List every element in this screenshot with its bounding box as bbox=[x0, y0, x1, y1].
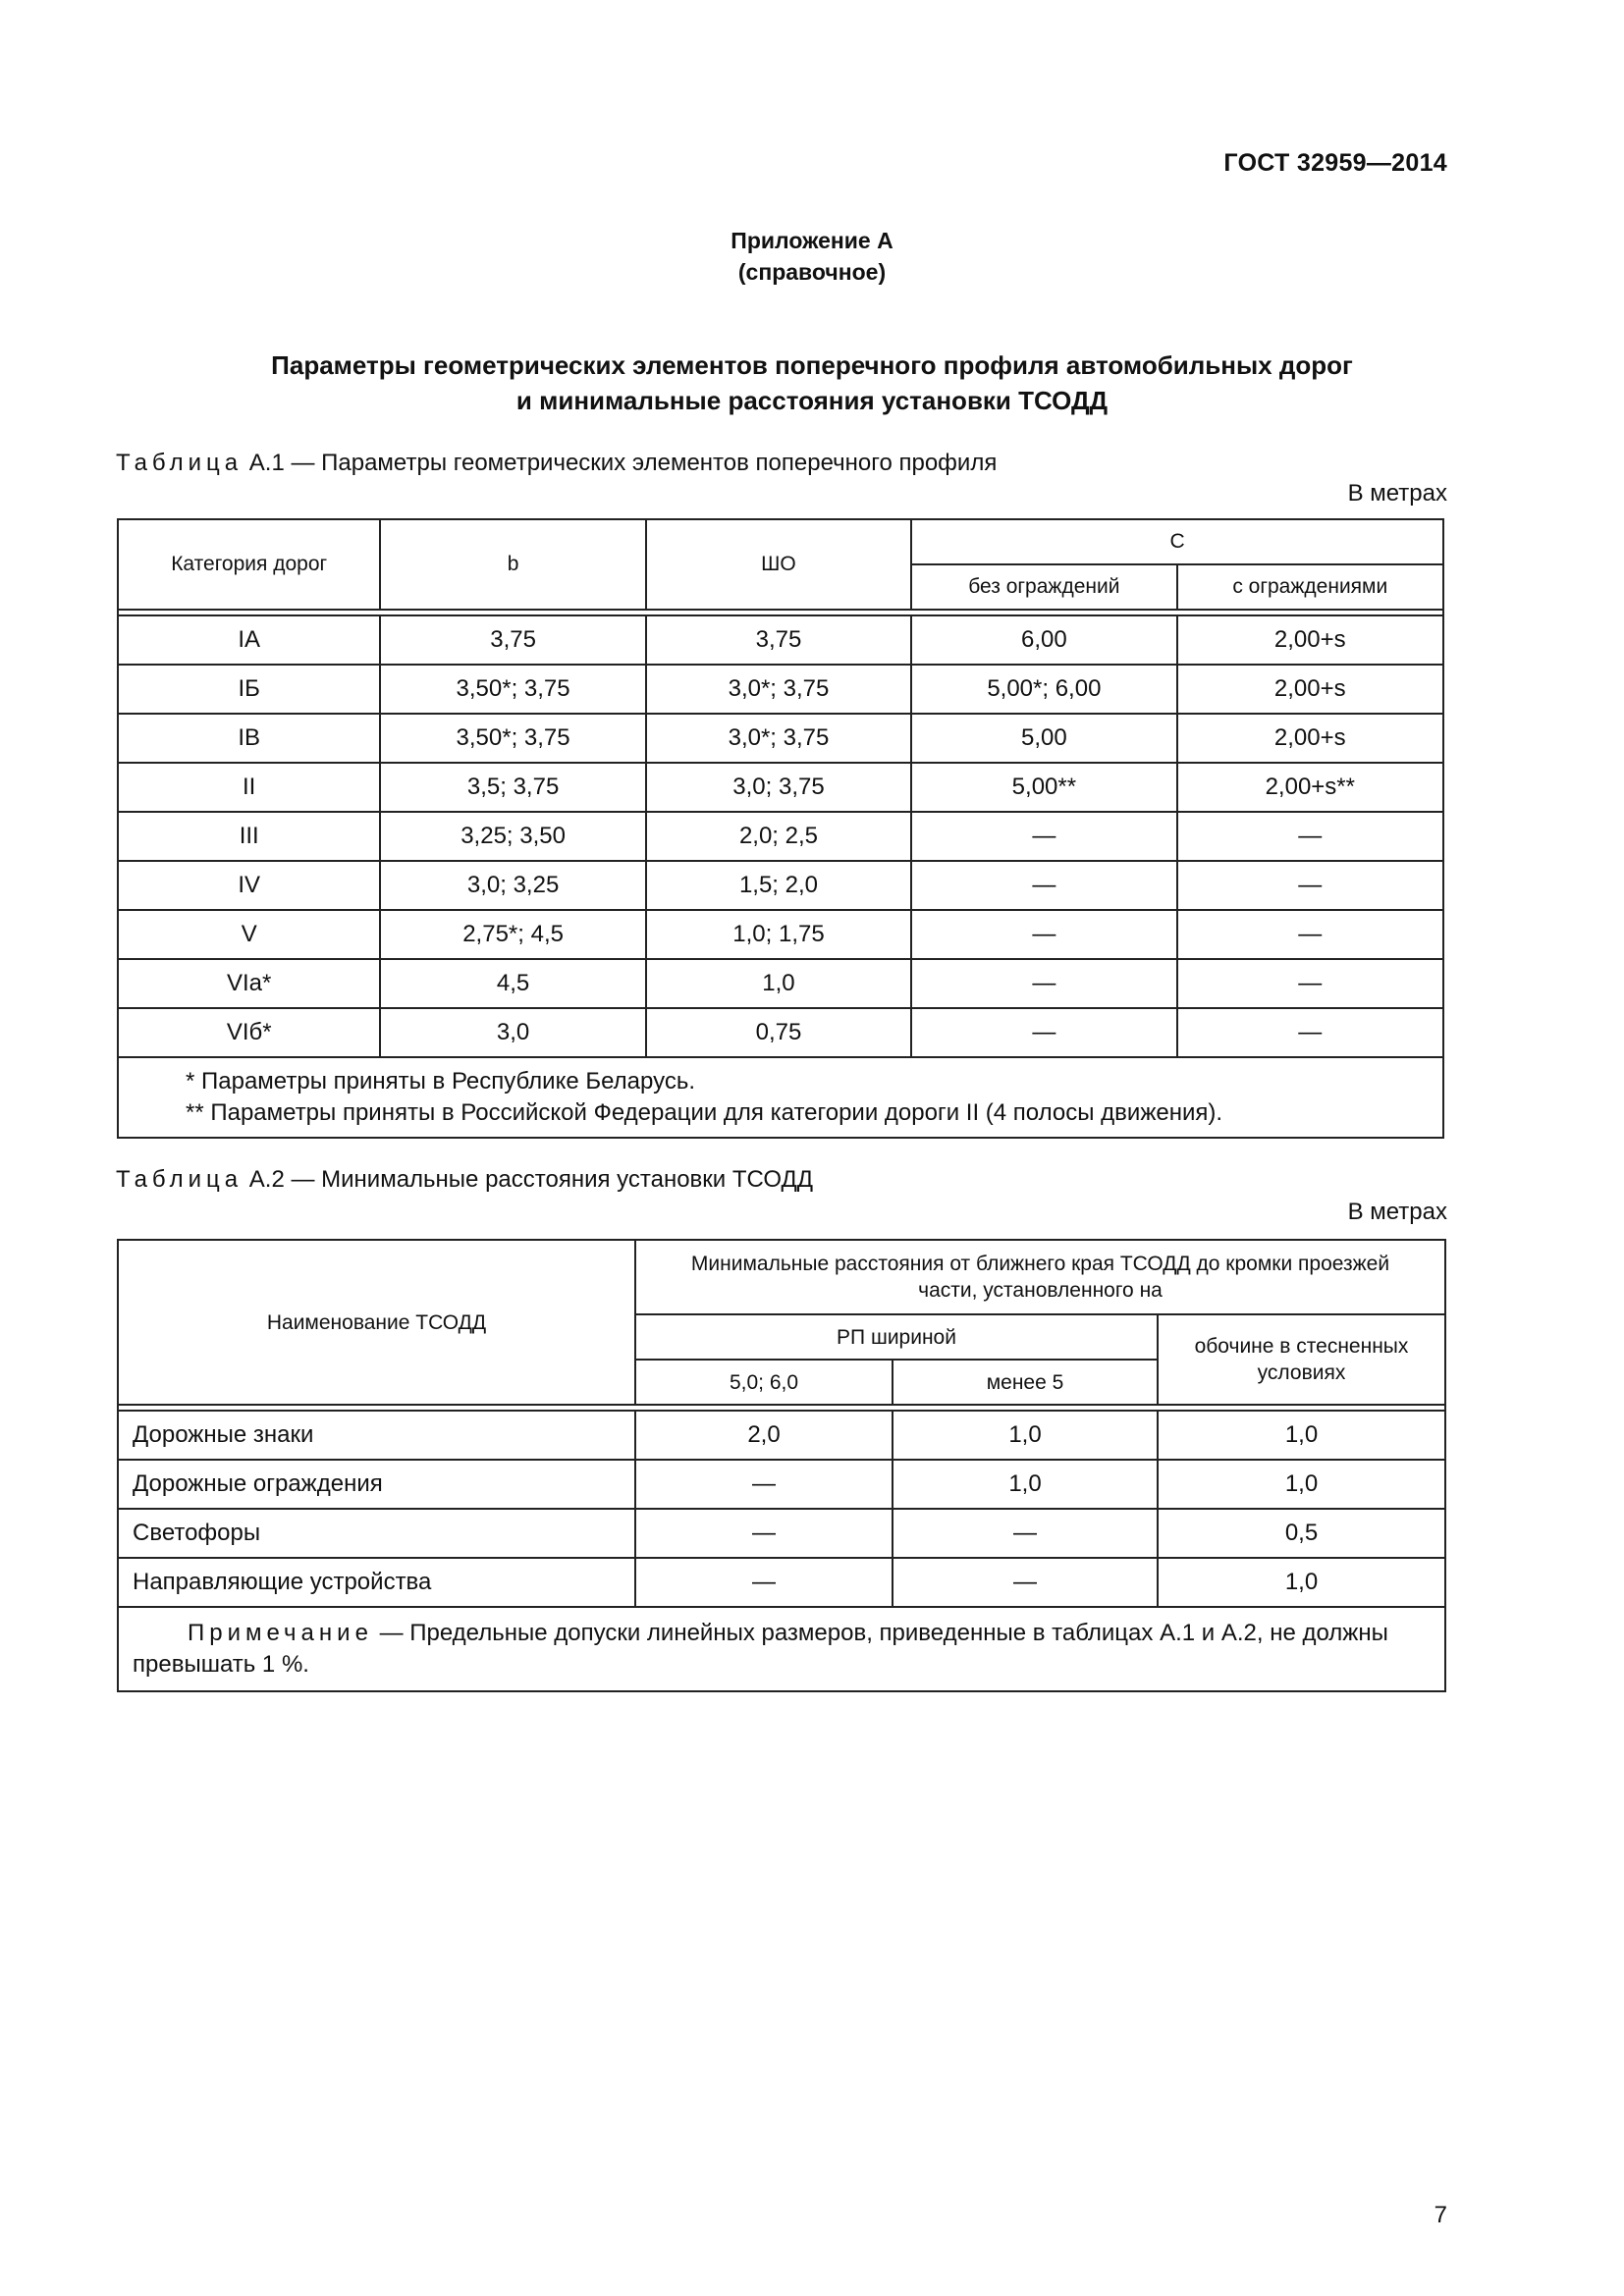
cell-b: 3,75 bbox=[380, 615, 645, 665]
cell-category: IА bbox=[118, 615, 380, 665]
cell-rp-50-60: 2,0 bbox=[635, 1411, 893, 1460]
cell-sho: 1,5; 2,0 bbox=[646, 861, 911, 910]
table-row bbox=[118, 861, 1443, 910]
cell-c-without: — bbox=[911, 959, 1176, 1008]
cell-c-without: 5,00 bbox=[911, 714, 1176, 763]
table-row bbox=[118, 812, 1443, 861]
footnote-belarus: * Параметры приняты в Республике Беларусь. bbox=[186, 1068, 695, 1095]
cell-shoulder: 0,5 bbox=[1158, 1509, 1445, 1558]
header-rp-less5: менее 5 bbox=[893, 1360, 1158, 1405]
table2-caption-text: А.2 — Минимальные расстояния установки ТСОДД bbox=[243, 1166, 813, 1193]
cell-b: 3,0 bbox=[380, 1008, 645, 1057]
annex-title: Приложение А bbox=[731, 228, 893, 253]
cell-c-with: 2,00+s bbox=[1177, 665, 1443, 714]
table2-caption-label: Таблица bbox=[116, 1166, 244, 1193]
cell-tsodd-name: Дорожные знаки bbox=[118, 1411, 635, 1460]
cell-c-with: 2,00+s** bbox=[1177, 763, 1443, 812]
cell-category: IV bbox=[118, 861, 380, 910]
annex-subtitle: (справочное) bbox=[737, 259, 887, 285]
cell-shoulder: 1,0 bbox=[1158, 1460, 1445, 1509]
cell-rp-50-60: — bbox=[635, 1509, 893, 1558]
cell-b: 3,50*; 3,75 bbox=[380, 665, 645, 714]
page-number: 7 bbox=[1434, 2202, 1447, 2228]
cell-b: 3,50*; 3,75 bbox=[380, 714, 645, 763]
header-b: b bbox=[380, 519, 645, 610]
table-row bbox=[118, 763, 1443, 812]
header-c: C bbox=[911, 519, 1443, 564]
cell-b: 3,0; 3,25 bbox=[380, 861, 645, 910]
cell-rp-less5: — bbox=[893, 1509, 1158, 1558]
cell-c-without: — bbox=[911, 861, 1176, 910]
cell-c-without: — bbox=[911, 812, 1176, 861]
cell-c-without: — bbox=[911, 1008, 1176, 1057]
cell-b: 2,75*; 4,5 bbox=[380, 910, 645, 959]
header-shoulder: обочине в стесненных условиях bbox=[1158, 1314, 1445, 1405]
cell-c-without: 6,00 bbox=[911, 615, 1176, 665]
cell-b: 4,5 bbox=[380, 959, 645, 1008]
cell-shoulder: 1,0 bbox=[1158, 1411, 1445, 1460]
header-c-with: с ограждениями bbox=[1177, 564, 1443, 610]
note-text: — Предельные допуски линейных размеров, приведенные в таблицах А.1 и А.2, не должны превышать 1 %. bbox=[133, 1620, 1388, 1678]
cell-category: VIб* bbox=[118, 1008, 380, 1057]
cell-category: VIа* bbox=[118, 959, 380, 1008]
header-c-without: без ограждений bbox=[911, 564, 1176, 610]
cell-b: 3,5; 3,75 bbox=[380, 763, 645, 812]
table1-caption bbox=[116, 450, 997, 477]
table1-units: В метрах bbox=[1347, 480, 1447, 507]
section-title-line1: Параметры геометрических элементов поперечного профиля автомобильных дорог bbox=[271, 350, 1353, 380]
cell-rp-50-60: — bbox=[635, 1460, 893, 1509]
cell-category: IБ bbox=[118, 665, 380, 714]
header-rp-width: РП шириной bbox=[635, 1314, 1158, 1360]
cell-category: V bbox=[118, 910, 380, 959]
table2-units: В метрах bbox=[1347, 1199, 1447, 1225]
cell-c-with: 2,00+s bbox=[1177, 714, 1443, 763]
cell-rp-less5: 1,0 bbox=[893, 1460, 1158, 1509]
table-row bbox=[118, 1509, 1445, 1558]
cell-sho: 1,0 bbox=[646, 959, 911, 1008]
cell-category: II bbox=[118, 763, 380, 812]
note-label: Примечание bbox=[188, 1620, 373, 1646]
cell-c-without: 5,00** bbox=[911, 763, 1176, 812]
cell-tsodd-name: Дорожные ограждения bbox=[118, 1460, 635, 1509]
table-row bbox=[118, 1411, 1445, 1460]
cell-sho: 3,0*; 3,75 bbox=[646, 665, 911, 714]
header-min-distance: Минимальные расстояния от ближнего края ТСОДД до кромки проезжей части, установленного на bbox=[635, 1240, 1445, 1314]
cell-c-without: 5,00*; 6,00 bbox=[911, 665, 1176, 714]
cell-sho: 2,0; 2,5 bbox=[646, 812, 911, 861]
cell-c-with: — bbox=[1177, 1008, 1443, 1057]
table-row bbox=[118, 910, 1443, 959]
section-title-line2: и минимальные расстояния установки ТСОДД bbox=[515, 386, 1109, 415]
table-a1 bbox=[117, 518, 1444, 1139]
table-row bbox=[118, 959, 1443, 1008]
cell-b: 3,25; 3,50 bbox=[380, 812, 645, 861]
cell-c-with: 2,00+s bbox=[1177, 615, 1443, 665]
table1-caption-text: А.1 — Параметры геометрических элементов поперечного профиля bbox=[243, 450, 998, 476]
table1-caption-label: Таблица bbox=[116, 450, 244, 476]
cell-sho: 3,0*; 3,75 bbox=[646, 714, 911, 763]
table-row bbox=[118, 615, 1443, 665]
cell-sho: 0,75 bbox=[646, 1008, 911, 1057]
table-row bbox=[118, 714, 1443, 763]
cell-c-with: — bbox=[1177, 910, 1443, 959]
table2-caption bbox=[116, 1166, 813, 1194]
cell-c-with: — bbox=[1177, 812, 1443, 861]
table-a2 bbox=[117, 1239, 1446, 1692]
table-row bbox=[118, 1008, 1443, 1057]
table-row bbox=[118, 1558, 1445, 1607]
header-sho: ШО bbox=[646, 519, 911, 610]
cell-tsodd-name: Направляющие устройства bbox=[118, 1558, 635, 1607]
table-row bbox=[118, 1460, 1445, 1509]
cell-sho: 3,0; 3,75 bbox=[646, 763, 911, 812]
cell-c-with: — bbox=[1177, 959, 1443, 1008]
cell-c-without: — bbox=[911, 910, 1176, 959]
cell-category: IВ bbox=[118, 714, 380, 763]
cell-tsodd-name: Светофоры bbox=[118, 1509, 635, 1558]
cell-rp-less5: — bbox=[893, 1558, 1158, 1607]
cell-sho: 3,75 bbox=[646, 615, 911, 665]
table1-footnotes bbox=[118, 1057, 1443, 1138]
header-category: Категория дорог bbox=[118, 519, 380, 610]
cell-shoulder: 1,0 bbox=[1158, 1558, 1445, 1607]
cell-rp-50-60: — bbox=[635, 1558, 893, 1607]
header-tsodd-name: Наименование ТСОДД bbox=[118, 1240, 635, 1405]
standard-number: ГОСТ 32959—2014 bbox=[1223, 149, 1447, 177]
cell-c-with: — bbox=[1177, 861, 1443, 910]
cell-sho: 1,0; 1,75 bbox=[646, 910, 911, 959]
table-row bbox=[118, 665, 1443, 714]
table2-note bbox=[118, 1607, 1445, 1691]
cell-rp-less5: 1,0 bbox=[893, 1411, 1158, 1460]
footnote-russia: ** Параметры приняты в Российской Федерации для категории дороги II (4 полосы движения). bbox=[186, 1099, 1223, 1126]
header-rp-50-60: 5,0; 6,0 bbox=[635, 1360, 893, 1405]
cell-category: III bbox=[118, 812, 380, 861]
